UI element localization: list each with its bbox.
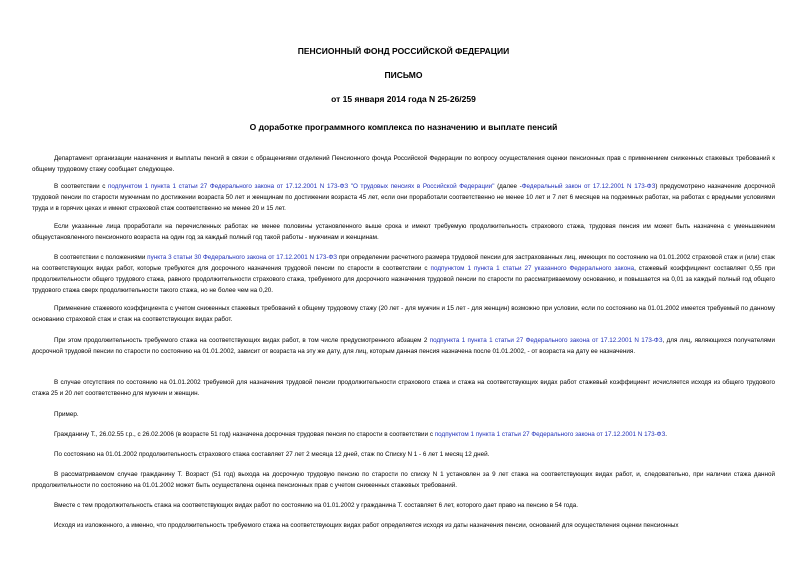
- paragraph-13: Исходя из изложенного, а именно, что продолжительность требуемого стажа на соответствующих видах работ определяется исходя из даты назначения пенсии, оснований для осуществления оценки пенсионных: [54, 522, 679, 529]
- paragraph-7: В случае отсутствия по состоянию на 01.01.2002 требуемой для назначения трудовой пенсии продолжительности страхового стажа и стажа на соответствующих видах работ стажевый коэффициент исчисляется исходя из общего трудового стажа 25 и 20 лет соответственно для мужчин и женщин.: [32, 379, 775, 397]
- text-run: , стажевый коэффициент составляет 0,55 при продолжительности общего трудового стажа, равного продолжительности страхового стажа, требуемого для досрочного назначения трудовой пенсии по старости по рассматриваемому основанию, и повышается на 0,01 за каждый полный год общего трудового стажа сверх продолжительности такого стажа, но не более чем на 0,20.: [32, 265, 775, 294]
- law-link[interactable]: пункта 3 статьи 30 Федерального закона от 17.12.2001 N 173-ФЗ: [147, 254, 338, 261]
- law-link[interactable]: Федеральный закон от 17.12.2001 N 173-ФЗ: [521, 183, 656, 190]
- paragraph-5: Применение стажевого коэффициента с учетом сниженных стажевых требований к общему трудовому стажу (20 лет - для мужчин и 15 лет - для женщин) возможно при условии, если по состоянию на 01.01.2002 имеется требуемый по данному основанию страховой стаж и стаж на соответствующих видах работ.: [32, 305, 775, 323]
- law-link[interactable]: подпунктом 1 пункта 1 статьи 27 указанного Федерального закона: [430, 265, 635, 272]
- text-run: При этом продолжительность требуемого стажа на соответствующих видах работ, в том числе предусмотренного абзацем 2: [54, 337, 430, 344]
- text-run: Гражданину Т., 26.02.55 г.р., с 26.02.2006 (в возрасте 51 год) назначена досрочная трудовая пенсия по старости в соответствии с: [54, 431, 435, 438]
- text-run: .: [665, 431, 668, 438]
- text-run: В соответствии с положениями: [54, 254, 148, 261]
- organization-title: ПЕНСИОННЫЙ ФОНД РОССИЙСКОЙ ФЕДЕРАЦИИ: [297, 46, 510, 56]
- paragraph-2: [32, 181, 775, 214]
- text-run: , для лиц, являющихся получателями досрочной трудовой пенсии по старости по состоянию на 01.01.2002, зависит от возраста на эту же дату, для лиц, которым данная пенсия назначена после 01.01.2002, - от возраста на дату ее назначения.: [32, 337, 775, 355]
- paragraph-3: Если указанные лица проработали на перечисленных работах не менее половины установленного выше срока и имеют требуемую продолжительность страхового стажа, трудовая пенсия им может быть назначена с уменьшением общеустановленного пенсионного возраста на один год за каждый полный год такой работы - мужчинам и женщинам.: [32, 223, 775, 241]
- paragraph-11: В рассматриваемом случае гражданину Т. Возраст (51 год) выхода на досрочную трудовую пенсию по старости по списку N 1 установлен за 9 лет стажа на соответствующих видах работ, и, следовательно, при наличии стажа данной продолжительности по состоянию на 01.01.2002 может быть осуществлена оценка пенсионных прав с учетом сниженных стажевых требований.: [32, 471, 775, 489]
- paragraph-9: [32, 429, 775, 440]
- paragraph-example-label: Пример.: [54, 411, 79, 418]
- law-link[interactable]: подпунктом 1 пункта 1 статьи 27 Федерального закона от 17.12.2001 N 173-ФЗ "О трудовых пенсиях в Российской Федерации": [108, 183, 495, 190]
- text-run: В соответствии с: [54, 183, 108, 190]
- paragraph-10: По состоянию на 01.01.2002 продолжительность страхового стажа составляет 27 лет 2 месяца 12 дней, стаж по Списку N 1 - 6 лет 1 месяц 12 дней.: [54, 451, 490, 458]
- document-type: ПИСЬМО: [384, 70, 423, 80]
- paragraph-4: [32, 252, 775, 296]
- text-run: (далее -: [494, 183, 522, 190]
- paragraph-1: Департамент организации назначения и выплаты пенсий в связи с обращениями отделений Пенсионного фонда Российской Федерации по вопросу осуществления оценки пенсионных прав с применением сниженных стажевых требований к общему трудовому стажу сообщает следующее.: [32, 155, 775, 173]
- document-date-number: от 15 января 2014 года N 25-26/259: [331, 94, 476, 104]
- law-link[interactable]: подпункта 1 пункта 1 статьи 27 Федерального закона от 17.12.2001 N 173-ФЗ: [429, 337, 663, 344]
- document-subject: О доработке программного комплекса по назначению и выплате пенсий: [249, 122, 558, 132]
- paragraph-12: Вместе с тем продолжительность стажа на соответствующих видах работ по состоянию на 01.01.2002 у гражданина Т. составляет 6 лет, которого дает право на пенсию в 54 года.: [54, 502, 579, 509]
- paragraph-6: [32, 335, 775, 357]
- text-run: при определении расчетного размера трудовой пенсии для застрахованных лиц, имеющих по состоянию на 01.01.2002 страховой стаж и (или) стаж на соответствующих видах работ, которые требуются для досрочного назначения трудовой пенсии по старости в соответствии с: [32, 254, 776, 272]
- text-run: ) предусмотрено назначение досрочной трудовой пенсии по старости мужчинам по достижении возраста 50 лет и женщинам по достижении возраста 45 лет, если они проработали соответственно не менее 10 лет и 7 лет 6 месяцев на подземных работах, на работах с вредными условиями труда и в горячих цехах и имеют страховой стаж соответственно не менее 20 и 15 лет.: [32, 183, 775, 212]
- law-link[interactable]: подпунктом 1 пункта 1 статьи 27 Федерального закона от 17.12.2001 N 173-ФЗ: [434, 431, 666, 438]
